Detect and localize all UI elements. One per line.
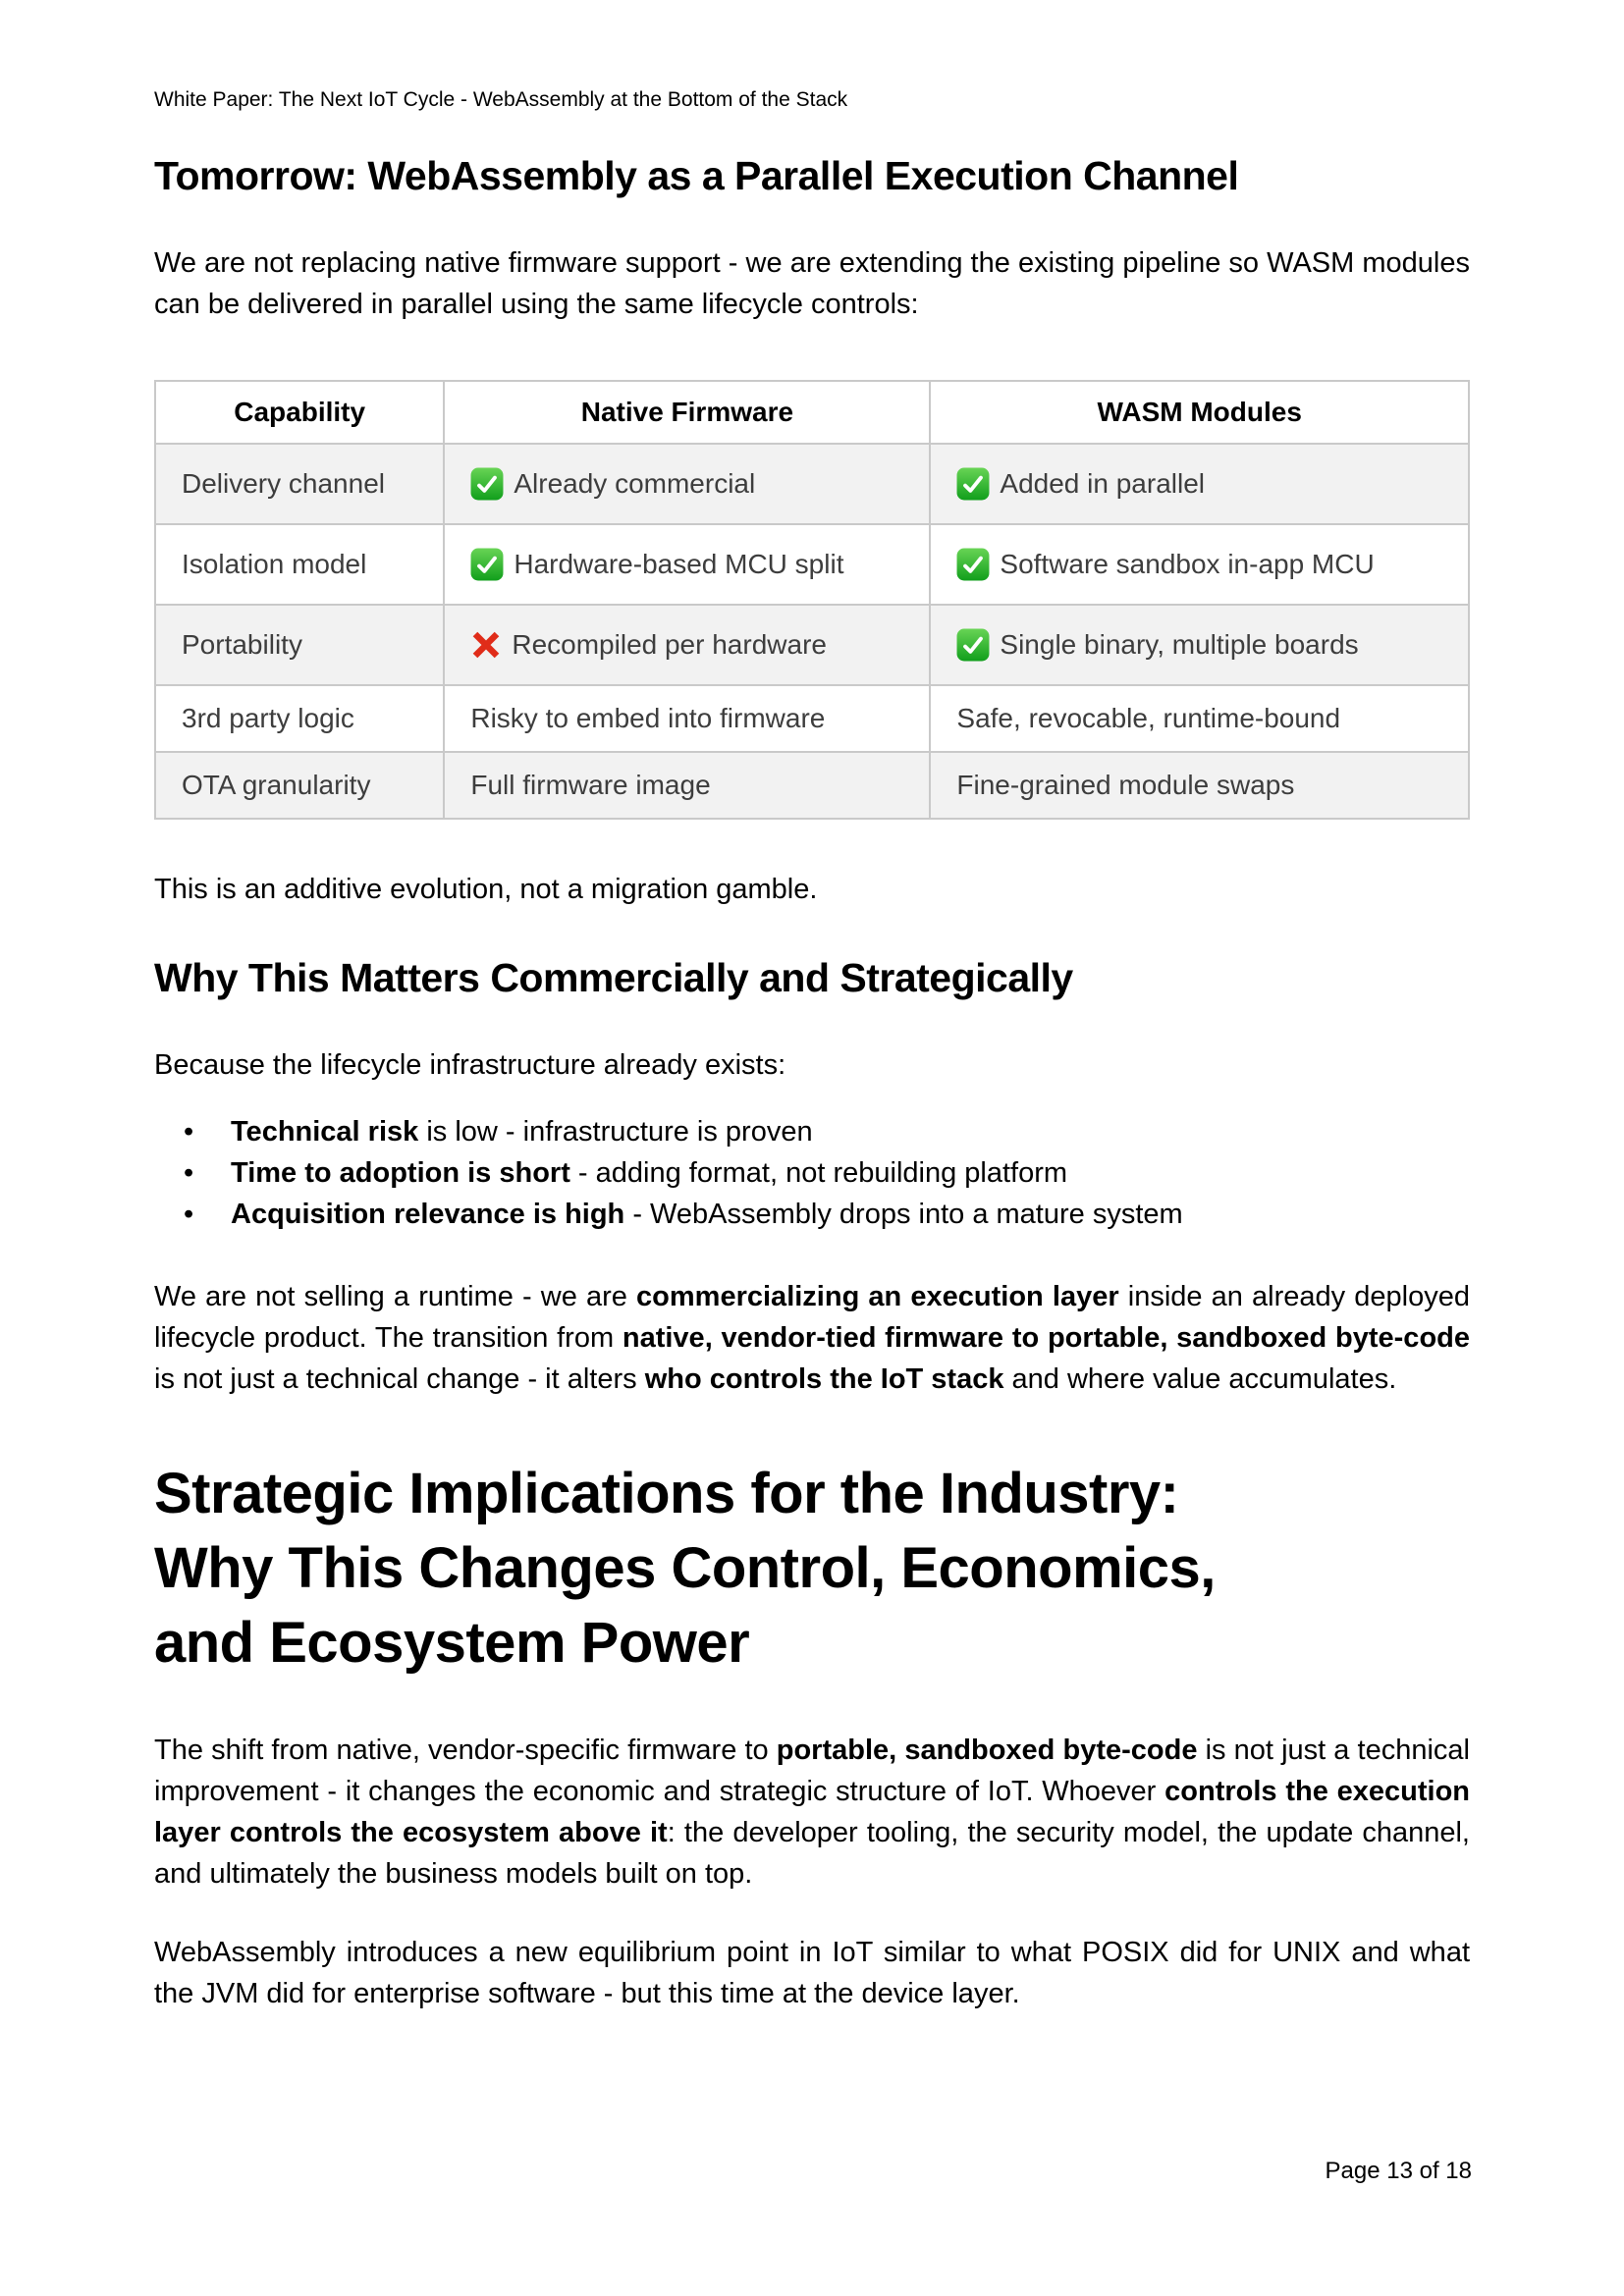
cell-capability: OTA granularity (155, 752, 444, 819)
lead-paragraph: Because the lifecycle infrastructure already exists: (154, 1049, 786, 1081)
strategic-paragraph-2: WebAssembly introduces a new equilibrium point in IoT similar to what POSIX did for UNIX and what the JVM did for enterprise software - but this time at the device layer. (154, 1937, 1470, 2009)
col-header-capability: Capability (155, 381, 444, 444)
list-item (154, 1111, 1470, 1152)
cell-text: Single binary, multiple boards (1000, 629, 1359, 660)
bullet-list (154, 1111, 1470, 1235)
table-header-row (155, 381, 1469, 444)
list-item-text: Technical risk is low - infrastructure is proven (231, 1116, 813, 1148)
table-row-3rd-party-logic (155, 685, 1469, 752)
check-icon (956, 628, 990, 662)
heading-strategic-implications (154, 1457, 1470, 1681)
list-item (154, 1152, 1470, 1194)
summary-paragraph: We are not selling a runtime - we are commercializing an execution layer inside an already deployed lifecycle product. The transition from native, vendor-tied firmware to portable, sandboxed byte-code is not just a technical change - it alters who controls the IoT stack and where value accumulates. (154, 1281, 1470, 1395)
col-header-native-firmware: Native Firmware (444, 381, 930, 444)
list-item (154, 1194, 1470, 1235)
cell-text: Safe, revocable, runtime-bound (930, 685, 1469, 752)
table-row-delivery-channel (155, 444, 1469, 524)
strategic-paragraph-1: The shift from native, vendor-specific firmware to portable, sandboxed byte-code is not just a technical improvement - it changes the economic and strategic structure of IoT. Whoever controls the execution layer controls the ecosystem above it: the developer tooling, the security model, the update channel, and ultimately the business models built on top. (154, 1735, 1470, 1890)
heading-tomorrow: Tomorrow: WebAssembly as a Parallel Execution Channel (154, 153, 1239, 198)
list-item-text: Acquisition relevance is high - WebAssembly drops into a mature system (231, 1199, 1183, 1230)
table-row-isolation-model (155, 524, 1469, 605)
bullet-dot-icon: • (184, 1116, 194, 1148)
cross-icon (470, 628, 502, 662)
check-icon (956, 467, 990, 501)
bullet-dot-icon: • (184, 1157, 194, 1189)
comparison-table (154, 380, 1470, 820)
cell-text: Hardware-based MCU split (514, 549, 844, 579)
cell-text: Added in parallel (1000, 468, 1205, 499)
cell-text: Risky to embed into firmware (444, 685, 930, 752)
heading-why-matters: Why This Matters Commercially and Strategically (154, 955, 1073, 1000)
cell-text: Fine-grained module swaps (930, 752, 1469, 819)
table-row-portability (155, 605, 1469, 685)
cell-capability: Isolation model (155, 524, 444, 605)
cell-text: Full firmware image (444, 752, 930, 819)
col-header-wasm-modules: WASM Modules (930, 381, 1469, 444)
heading-line: Strategic Implications for the Industry: (154, 1462, 1179, 1525)
intro-paragraph: We are not replacing native firmware support - we are extending the existing pipeline so WASM modules can be delivered in parallel using the same lifecycle controls: (154, 247, 1470, 320)
cell-capability: 3rd party logic (155, 685, 444, 752)
comparison-table-wrap (154, 380, 1470, 820)
heading-line: Why This Changes Control, Economics, (154, 1536, 1216, 1600)
cell-capability: Delivery channel (155, 444, 444, 524)
check-icon (470, 548, 504, 581)
bullet-dot-icon: • (184, 1199, 194, 1230)
cell-text: Already commercial (514, 468, 756, 499)
check-icon (956, 548, 990, 581)
closing-line: This is an additive evolution, not a migration gamble. (154, 874, 818, 905)
cell-text: Recompiled per hardware (512, 629, 827, 660)
running-head: White Paper: The Next IoT Cycle - WebAssembly at the Bottom of the Stack (154, 88, 848, 111)
list-item-text: Time to adoption is short - adding format, not rebuilding platform (231, 1157, 1068, 1189)
page-number: Page 13 of 18 (1325, 2158, 1472, 2184)
table-row-ota-granularity (155, 752, 1469, 819)
heading-line: and Ecosystem Power (154, 1611, 750, 1675)
cell-text: Software sandbox in-app MCU (1000, 549, 1375, 579)
check-icon (470, 467, 504, 501)
cell-capability: Portability (155, 605, 444, 685)
